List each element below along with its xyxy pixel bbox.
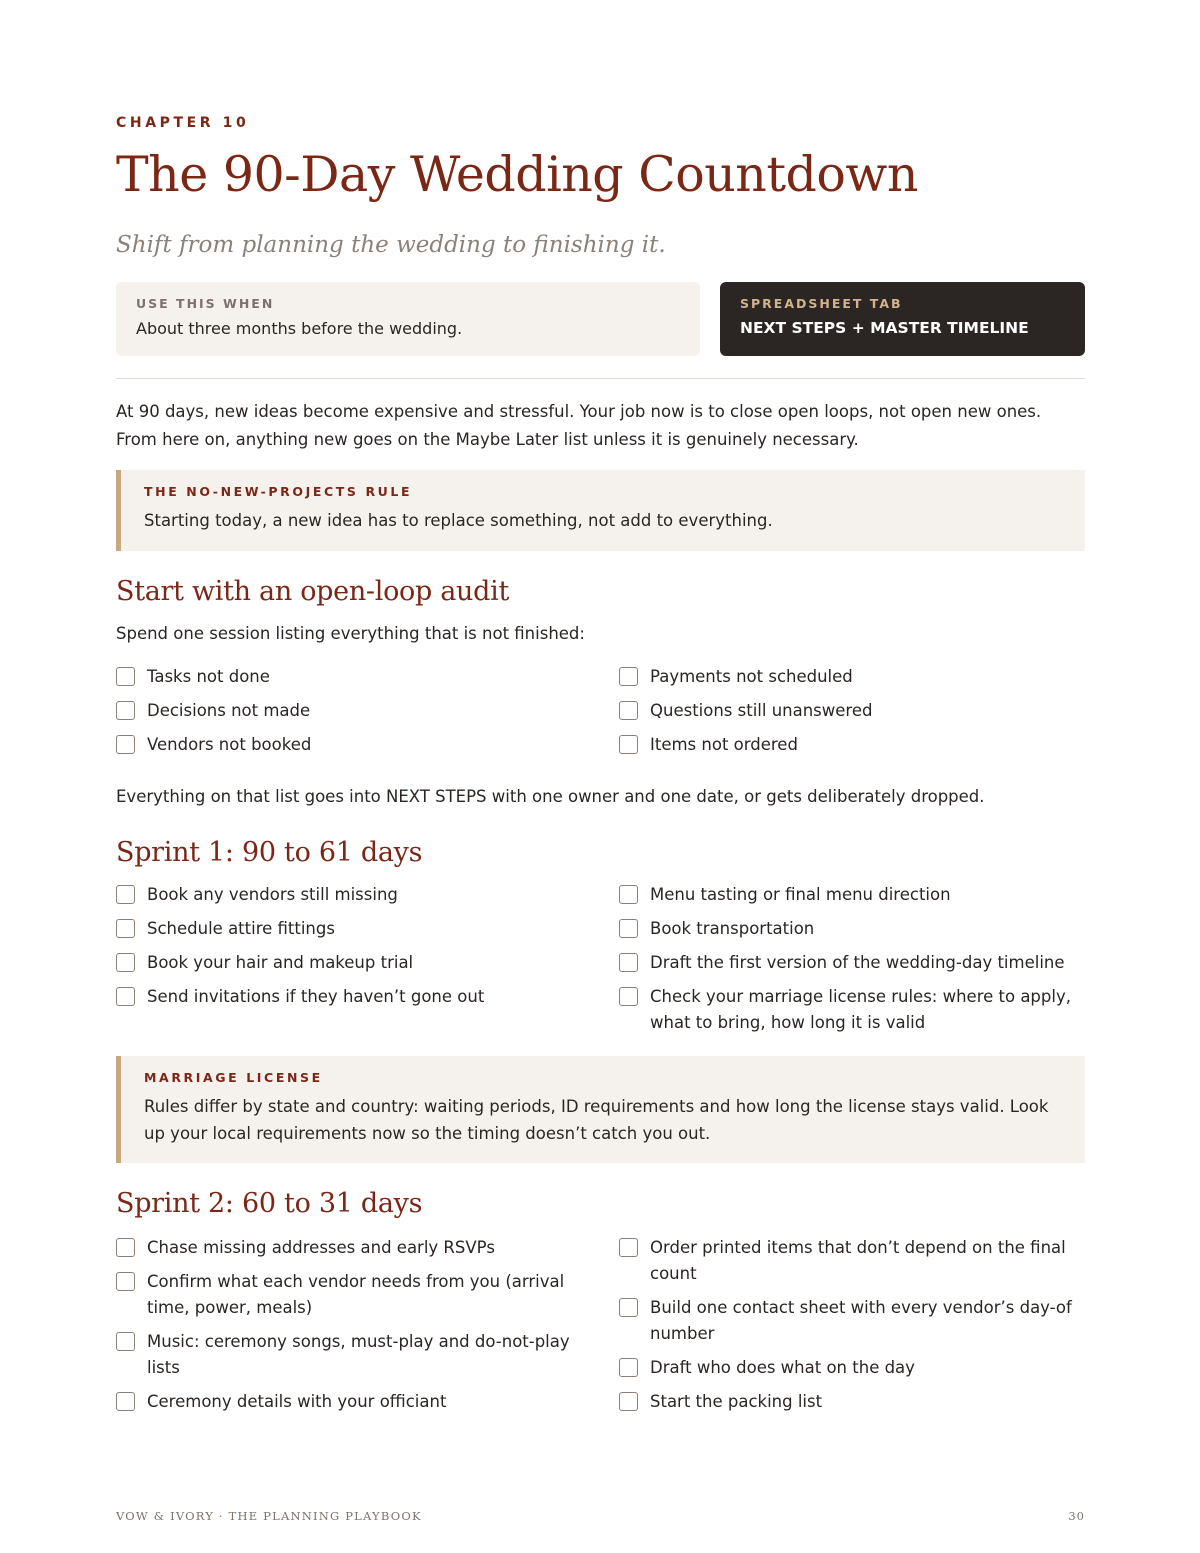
use-this-when-card: [116, 282, 700, 356]
page-number: 30: [1068, 1509, 1085, 1523]
page-title: The 90-Day Wedding Countdown: [116, 146, 918, 203]
checkbox[interactable]: [619, 1238, 638, 1257]
page: CHAPTER 10 The 90-Day Wedding Countdown Shift from planning the wedding to finishing it. USE THIS WHEN About three months before the wedding. SPREADSHEET TAB NEXT STEPS + MASTER TIMELINE At 90 days, new ideas become expensive and stressful. Your job now is to close open loops, not open new ones. From here on, anything new goes on the Maybe Later list unless it is genuinely necessary. THE NO-NEW-PROJECTS RULE Starting today, a new idea has to replace something, not add to everything. Start with an open-loop audit Spend one session listing everything that is not finished: Tasks not done Decisions not made Vendors not booked Payments not scheduled Questions still unanswered Items not ordered Everything on that list goes into NEXT STEPS with one owner and one date, or gets deliberately dropped. Sprint 1: 90 to 61 days Book any vendors still missing Schedule attire fittings Book your hair and makeup trial Send invitations if they haven’t gone out Menu tasting or final menu direction Book transportation Draft the first version of the wedding-day timeline Check your marriage license rules: where to apply, what to bring, how long it is valid MARRIAGE LICENSE Rules differ by state and country: waiting periods, ID requirements and how long the license stays valid. Look up your local requirements now so the timing doesn’t catch you out. Sprint 2: 60 to 31 days Chase missing addresses and early RSVPs Confirm what each vendor needs from you (arrival time, power, meals) Music: ceremony songs, must-play and do-not-play lists Ceremony details with your officiant Order printed items that don’t depend on the final count Build one contact sheet with every vendor’s day-of number Draft who does what on the day Start the packing list VOW & IVORY · THE PLANNING PLAYBOOK 30: [116, 115, 1085, 1523]
checkbox[interactable]: [116, 1332, 135, 1351]
chapter-label: CHAPTER 10: [116, 115, 250, 131]
checkbox[interactable]: [619, 701, 638, 720]
section-heading-sprint-1: Sprint 1: 90 to 61 days: [116, 837, 423, 868]
intro-paragraph: [116, 398, 1041, 454]
marriage-license-callout: [116, 1056, 1085, 1163]
checkbox[interactable]: [619, 987, 638, 1006]
use-this-when-label: USE THIS WHEN: [136, 296, 275, 311]
footer-brand: VOW & IVORY · THE PLANNING PLAYBOOK: [116, 1509, 422, 1523]
checkbox[interactable]: [116, 987, 135, 1006]
audit-lead: Spend one session listing everything that is not finished:: [116, 624, 585, 643]
spreadsheet-tab-card: [720, 282, 1085, 356]
checkbox[interactable]: [116, 953, 135, 972]
use-this-when-value: About three months before the wedding.: [136, 319, 463, 338]
checkbox[interactable]: [116, 885, 135, 904]
no-new-projects-callout: [116, 470, 1085, 551]
checkbox[interactable]: [116, 919, 135, 938]
checkbox[interactable]: [619, 735, 638, 754]
callout-label: THE NO-NEW-PROJECTS RULE: [144, 484, 413, 499]
checkbox[interactable]: [619, 1392, 638, 1411]
intro-line-2: From here on, anything new goes on the Maybe Later list unless it is genuinely necessary.: [116, 430, 859, 449]
divider: [116, 378, 1085, 379]
checkbox[interactable]: [116, 1272, 135, 1291]
checkbox[interactable]: [116, 1238, 135, 1257]
checkbox[interactable]: [619, 1358, 638, 1377]
checkbox[interactable]: [619, 885, 638, 904]
page-subtitle: Shift from planning the wedding to finishing it.: [116, 232, 666, 258]
checkbox[interactable]: [619, 667, 638, 686]
checkbox[interactable]: [116, 735, 135, 754]
checkbox[interactable]: [116, 1392, 135, 1411]
checkbox[interactable]: [116, 667, 135, 686]
spreadsheet-tab-value: NEXT STEPS + MASTER TIMELINE: [740, 319, 1029, 337]
callout-text: Rules differ by state and country: waiting periods, ID requirements and how long the license stays valid. Look up your local requirements now so the timing doesn’t catch you out.: [144, 1097, 1049, 1143]
audit-follow-up: Everything on that list goes into NEXT STEPS with one owner and one date, or gets deliberately dropped.: [116, 787, 985, 806]
spreadsheet-tab-label: SPREADSHEET TAB: [740, 296, 903, 311]
intro-line-1: At 90 days, new ideas become expensive and stressful. Your job now is to close open loops, not open new ones.: [116, 402, 1042, 421]
checkbox[interactable]: [116, 701, 135, 720]
checkbox[interactable]: [619, 919, 638, 938]
callout-label: MARRIAGE LICENSE: [144, 1070, 323, 1085]
section-heading-audit: Start with an open-loop audit: [116, 576, 510, 607]
callout-text: Starting today, a new idea has to replace something, not add to everything.: [144, 511, 773, 530]
checkbox[interactable]: [619, 1298, 638, 1317]
section-heading-sprint-2: Sprint 2: 60 to 31 days: [116, 1188, 423, 1219]
checkbox[interactable]: [619, 953, 638, 972]
